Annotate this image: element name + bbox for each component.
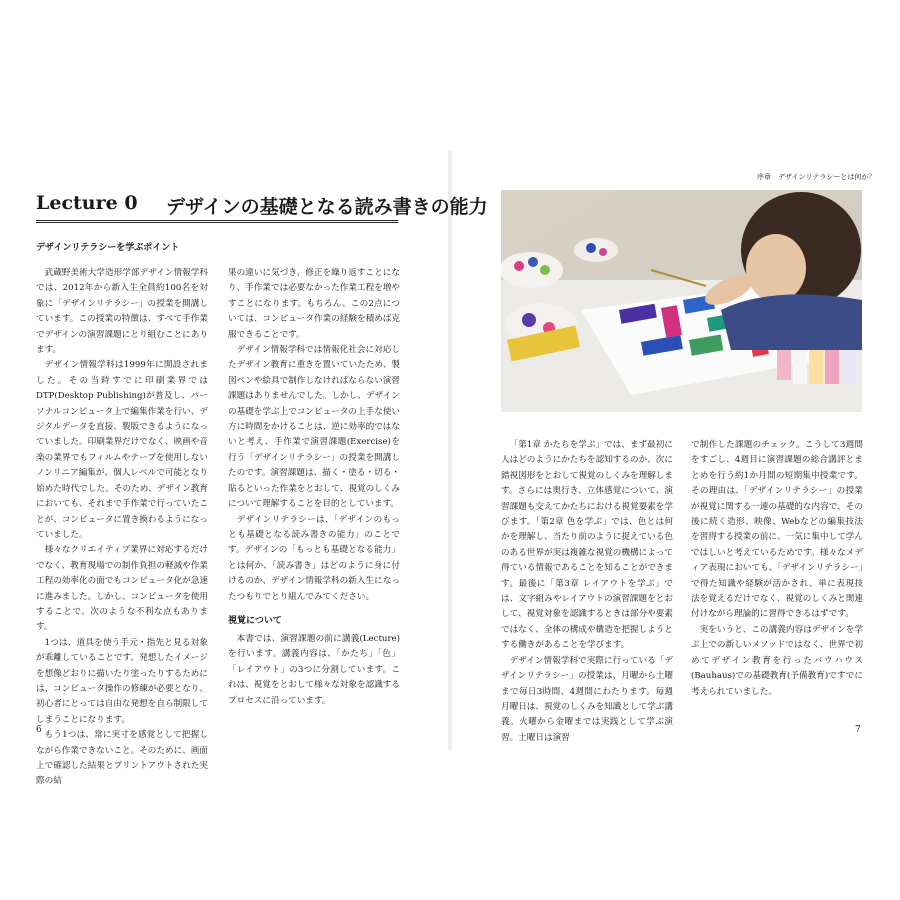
title-rule (36, 222, 398, 223)
section-heading-points: デザインリテラシーを学ぶポイント (36, 243, 180, 253)
paragraph: で制作した課題のチェック。こうして3週間をすごし、4週目に演習課題の総合講評とまとめを行う約1か月間の短期集中授業です。その理由は、「デザインリテラシー」の授業が視覚に関する一連の基礎的な内容で、その後に続く造形、映像、Webなどの編集技法を習得する授業の前に、一気に集中して学んではしいと考えているためです。様々なメディア表現においても、「デザインリテラシー」で得た知識や経験が活かされ、単に表現技法を覚えるだけでなく、視覚のしくみと関連付けながら理論的に習得できるはずです。 (691, 440, 863, 620)
classroom-photo (501, 190, 862, 412)
lecture-title (36, 192, 488, 221)
section-heading-vision: 視覚について (228, 616, 282, 626)
paragraph: 武蔵野美術大学造形学部デザイン情報学科では、2012年から新入生全員約100名を対象に「デザインリテラシー」の授業を開講しています。この授業の特徴は、すべて手作業でデザインの演習課題にとり組むことにあります。 (36, 268, 208, 356)
paragraph: 果の違いに気づき、修正を繰り返すことになり、手作業では必要なかった作業工程を増やすことになります。もちろん、この2点については、コンピュータ作業の経験を積めば克服できることです。 (228, 268, 400, 340)
paragraph: 1つは、道具を使う手元・指先と見る対象が乖離していることです。発想したイメージを想像どおりに描いたり塗ったりするためには、コンピュータ操作の修練が必要となり、初心者にとっては自由な発想を自ら制限してしまうことになります。 (36, 637, 208, 725)
left-column-2-vision (228, 632, 400, 709)
paragraph: もう1つは、常に実寸を感覚として把握しながら作業できないこと。そのために、画面上で確認した結果とプリントアウトされた実際の結 (36, 730, 208, 787)
paragraph: 本書では、演習課題の前に講義(Lecture)を行います。講義内容は、「かたち」「色」「レイアウト」の3つに分割しています。これは、視覚をとおして様々な対象を認識するプロセスに沿っています。 (228, 634, 400, 706)
page-number-right: 7 (855, 725, 861, 735)
right-column-2 (691, 438, 863, 700)
paragraph: デザインリテラシーは、「デザインのもっとも基礎となる読み書きの能力」のことです。デザインの「もっとも基礎となる能力」とは何か、「読み書き」はどのように身に付けるのか、デザイン情報学科の新入生になったつもりでとり組んでみてください。 (228, 514, 400, 602)
paragraph: 「第1章 かたちを学ぶ」では、まず最初に人はどのようにかたちを認知するのか、次に錯視図形をとおして視覚のしくみを理解します。さらには奥行き、立体感覚について、演習課題も交えてかたちにおける視覚要素を学びます。「第2章 色を学ぶ」では、色とは何かを理解し、当たり前のように捉えている色のある世界が実は複雑な視覚の機構によって得ている情報であることを知ることができます。最後に「第3章 レイアウトを学ぶ」では、文字組みやレイアウトの演習課題をとおして、視覚対象を認識するときは部分や要素ではなく、全体の構成や構造を把握しようとする働きがあることを学びます。 (501, 440, 673, 651)
paragraph: デザイン情報学科では情報化社会に対応したデザイン教育に重きを置いていたため、製図ペンや絵具で制作しなければならない演習課題はありませんでした。しかし、デザインの基礎を学ぶ上でコンピュータの上手な使い方に時間をかけることは、逆に効率的ではないと考え、手作業で演習課題(Exercise)を行う「デザインリテラシー」の授業を開講したのです。演習課題は、描く・塗る・切る・貼るといった作業をとおして、視覚のしくみについて理解することを目的としています。 (228, 345, 400, 510)
paragraph: デザイン情報学科で実際に行っている「デザインリテラシー」の授業は、月曜から土曜まで毎日3時間、4週間にわたります。毎週月曜日は、視覚のしくみを知識として学ぶ講義。火曜から金曜までは実践として学ぶ演習。土曜日は演習 (501, 655, 673, 743)
page-number-left: 6 (36, 725, 42, 735)
paragraph: 様々なクリエイティブ業界に対応するだけでなく、教育現場での制作負担の軽減や作業工程の効率化の面でもコンピュータ化が急速に進みました。しかし、コンピュータを使用することで、次のような不利な点もあります。 (36, 545, 208, 633)
classroom-photo-illustration (501, 190, 862, 412)
book-gutter (448, 150, 452, 750)
left-column-2 (228, 266, 400, 605)
paragraph: 実をいうと、この講義内容はデザインを学ぶ上での新しいメソッドではなく、世界で初めてデザイン教育を行ったバウハウス(Bauhaus)での基礎教育(予備教育)ですでに考えられていました。 (691, 624, 863, 697)
left-column-1 (36, 266, 208, 790)
lecture-number: Lecture 0 (36, 192, 138, 214)
running-head: 序章 デザインリテラシーとは何か？ (757, 173, 876, 181)
paragraph: デザイン情報学科は1999年に開設されました。その当時すでに印刷業界ではDTP(Desktop Publishing)が普及し、パーソナルコンピュータ上で編集作業を行い、デジタルデータを直接、製版できるようになっていました。印刷業界だけでなく、映画や音楽の業界でもフィルムやテープを使用しないノンリニア編集が、個人レベルで可能となり始めた時代でした。そのため、デザイン教育においても、それまで手作業で行っていたことが、コンピュータに置き換わるようになっていました。 (36, 360, 208, 540)
right-column-1 (501, 438, 673, 746)
lecture-heading: デザインの基礎となる読み書きの能力 (166, 196, 488, 218)
